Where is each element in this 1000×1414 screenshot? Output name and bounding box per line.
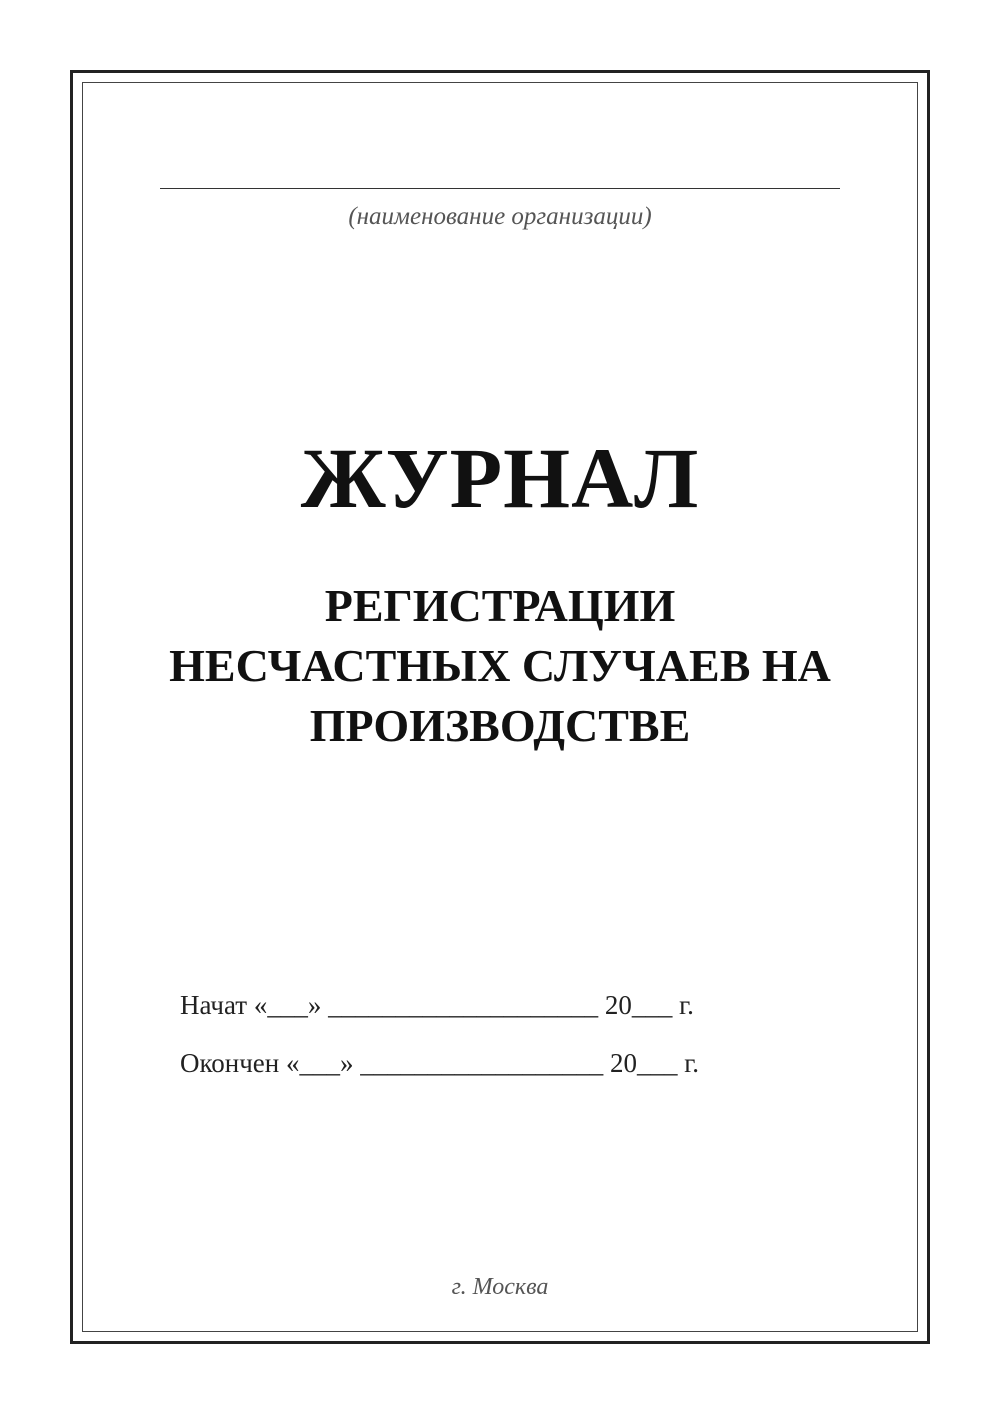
start-date-line: Начат «___» ____________________ 20___ г. [180,990,694,1020]
organization-name-line [160,188,840,189]
end-date-line: Окончен «___» __________________ 20___ г. [180,1048,699,1078]
journal-subtitle [0,576,1000,756]
subtitle-line-3: ПРОИЗВОДСТВЕ [309,700,691,751]
journal-title: ЖУРНАЛ [300,430,700,526]
subtitle-line-2: НЕСЧАСТНЫХ СЛУЧАЕВ НА [169,640,831,691]
organization-caption: (наименование организации) [348,203,652,230]
subtitle-line-1: РЕГИСТРАЦИИ [324,580,676,631]
city-label: г. Москва [451,1274,549,1300]
